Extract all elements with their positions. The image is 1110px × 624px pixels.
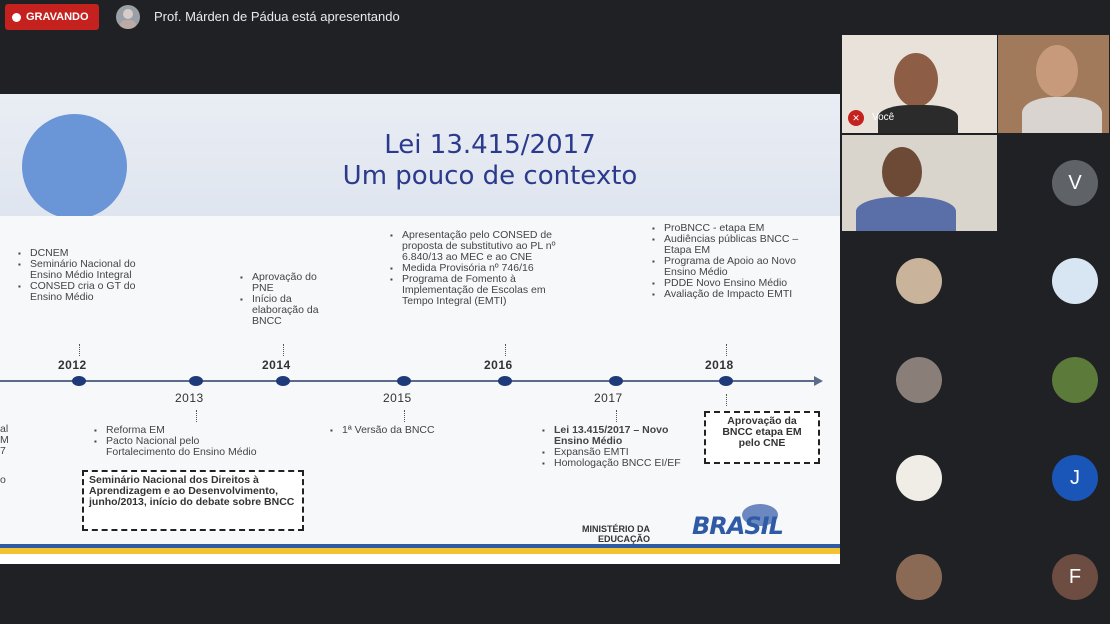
- note-2016-3: ▪ Programa de Fomento à Implementação de Escolas em Tempo Integral (EMTI): [390, 274, 562, 307]
- participant-avatar-f[interactable]: F: [1052, 554, 1098, 600]
- participant-face: [894, 53, 938, 107]
- year-2015: 2015: [383, 391, 412, 405]
- down-arrow-icon: [196, 410, 197, 422]
- participant-body: [1022, 97, 1102, 133]
- axis-arrow-icon: [814, 376, 823, 386]
- timeline-node: [498, 376, 512, 386]
- note-2014-1: ▪ Aprovação do PNE: [240, 272, 340, 294]
- presenter-avatar: [116, 5, 140, 29]
- slide-title: [290, 130, 690, 192]
- person-icon: [116, 5, 140, 29]
- up-arrow-icon: [505, 344, 506, 356]
- note-2012-1: ▪ DCNEM: [18, 248, 138, 259]
- left-cut-3: 7: [0, 445, 6, 457]
- note-2017-bold: ▪ Lei 13.415/2017 – Novo Ensino Médio: [542, 425, 692, 447]
- participant-avatar-j[interactable]: J: [1052, 455, 1098, 501]
- recording-label: GRAVANDO: [26, 11, 89, 23]
- year-2013: 2013: [175, 391, 204, 405]
- year-2012: 2012: [58, 358, 87, 372]
- note-2014-2: ▪ Início da elaboração da BNCC: [240, 294, 340, 327]
- left-cut-2: M: [0, 434, 9, 446]
- slide-header: [0, 94, 840, 216]
- note-2013-2: ▪ Pacto Nacional pelo Fortalecimento do Ensino Médio: [94, 436, 269, 458]
- timeline-node: [72, 376, 86, 386]
- left-cut-4: o: [0, 474, 6, 486]
- notes-2014: [240, 272, 340, 327]
- note-2015-1: ▪ 1ª Versão da BNCC: [330, 425, 490, 436]
- note-2018-4: ▪ PDDE Novo Ensino Médio: [652, 278, 820, 289]
- note-2012-3: ▪ CONSED cria o GT do Ensino Médio: [18, 281, 138, 303]
- notes-2018: [652, 223, 820, 300]
- slide-title-line1: Lei 13.415/2017: [384, 130, 596, 160]
- notes-2015: [330, 425, 490, 436]
- participant-avatar-photo[interactable]: [896, 357, 942, 403]
- notes-2013: [94, 425, 269, 458]
- left-cut-1: al: [0, 423, 9, 435]
- up-arrow-icon: [726, 344, 727, 356]
- presentation-area: [0, 34, 840, 624]
- note-2016-1: ▪ Apresentação pelo CONSED de proposta de substitutivo ao PL nº 6.840/13 ao MEC e ao CNE: [390, 230, 562, 263]
- participant-face: [882, 147, 922, 197]
- note-2012-2: ▪ Seminário Nacional do Ensino Médio Integral: [18, 259, 138, 281]
- participant-avatar-photo[interactable]: [1052, 258, 1098, 304]
- participant-avatar-photo[interactable]: [896, 554, 942, 600]
- down-arrow-icon: [404, 410, 405, 422]
- note-2018-2: ▪ Audiências públicas BNCC – Etapa EM: [652, 234, 820, 256]
- participant-avatar-photo[interactable]: [1052, 357, 1098, 403]
- notes-2012: [18, 248, 138, 303]
- note-2018-5: ▪ Avaliação de Impacto EMTI: [652, 289, 820, 300]
- participant-face: [1036, 45, 1078, 97]
- box-2013: Seminário Nacional dos Direitos à Aprendizagem e ao Desenvolvimento, junho/2013, início do debate sobre BNCC: [82, 470, 304, 531]
- timeline-node: [189, 376, 203, 386]
- notes-2017: [542, 425, 692, 469]
- slide: [0, 94, 840, 564]
- participant-tile-self[interactable]: [842, 35, 997, 133]
- year-2017: 2017: [594, 391, 623, 405]
- box-2018: Aprovação da BNCC etapa EM pelo CNE: [704, 411, 820, 464]
- year-2018: 2018: [705, 358, 734, 372]
- note-2017-2: ▪ Homologação BNCC EI/EF: [542, 458, 692, 469]
- down-arrow-icon: [726, 394, 727, 406]
- timeline-node: [397, 376, 411, 386]
- slide-stripe-yellow: [0, 548, 840, 554]
- participant-tile-2[interactable]: [998, 35, 1109, 133]
- note-2016-2: ▪ Medida Provisória nº 746/16: [390, 263, 562, 274]
- decorative-circle: [22, 114, 127, 219]
- up-arrow-icon: [283, 344, 284, 356]
- timeline-node: [719, 376, 733, 386]
- recording-badge[interactable]: [5, 4, 99, 30]
- self-label: Você: [872, 112, 895, 123]
- timeline-node: [276, 376, 290, 386]
- brasil-logo: BRASIL: [692, 512, 783, 540]
- mec-line2: EDUCAÇÃO: [598, 534, 651, 544]
- slide-title-line2: Um pouco de contexto: [342, 161, 638, 191]
- note-2017-1: ▪ Expansão EMTI: [542, 447, 692, 458]
- mic-off-icon[interactable]: ✕: [848, 110, 864, 126]
- notes-2016: [390, 230, 562, 307]
- left-cut-text: [0, 424, 9, 486]
- mec-line1: MINISTÉRIO DA: [582, 524, 651, 534]
- record-dot-icon: [12, 13, 21, 22]
- note-2013-1: ▪ Reforma EM: [94, 425, 269, 436]
- participant-avatar-photo[interactable]: [896, 455, 942, 501]
- down-arrow-icon: [616, 410, 617, 422]
- year-2014: 2014: [262, 358, 291, 372]
- presenter-text: Prof. Márden de Pádua está apresentando: [154, 9, 400, 24]
- timeline-node: [609, 376, 623, 386]
- up-arrow-icon: [79, 344, 80, 356]
- participant-avatar-v[interactable]: V: [1052, 160, 1098, 206]
- ministry-logo: [582, 524, 650, 544]
- note-2018-1: ▪ ProBNCC - etapa EM: [652, 223, 820, 234]
- participant-avatar-photo[interactable]: [896, 258, 942, 304]
- participant-body: [856, 197, 956, 231]
- participant-tile-3[interactable]: [842, 135, 997, 231]
- year-2016: 2016: [484, 358, 513, 372]
- note-2018-3: ▪ Programa de Apoio ao Novo Ensino Médio: [652, 256, 820, 278]
- top-bar: [0, 0, 1110, 34]
